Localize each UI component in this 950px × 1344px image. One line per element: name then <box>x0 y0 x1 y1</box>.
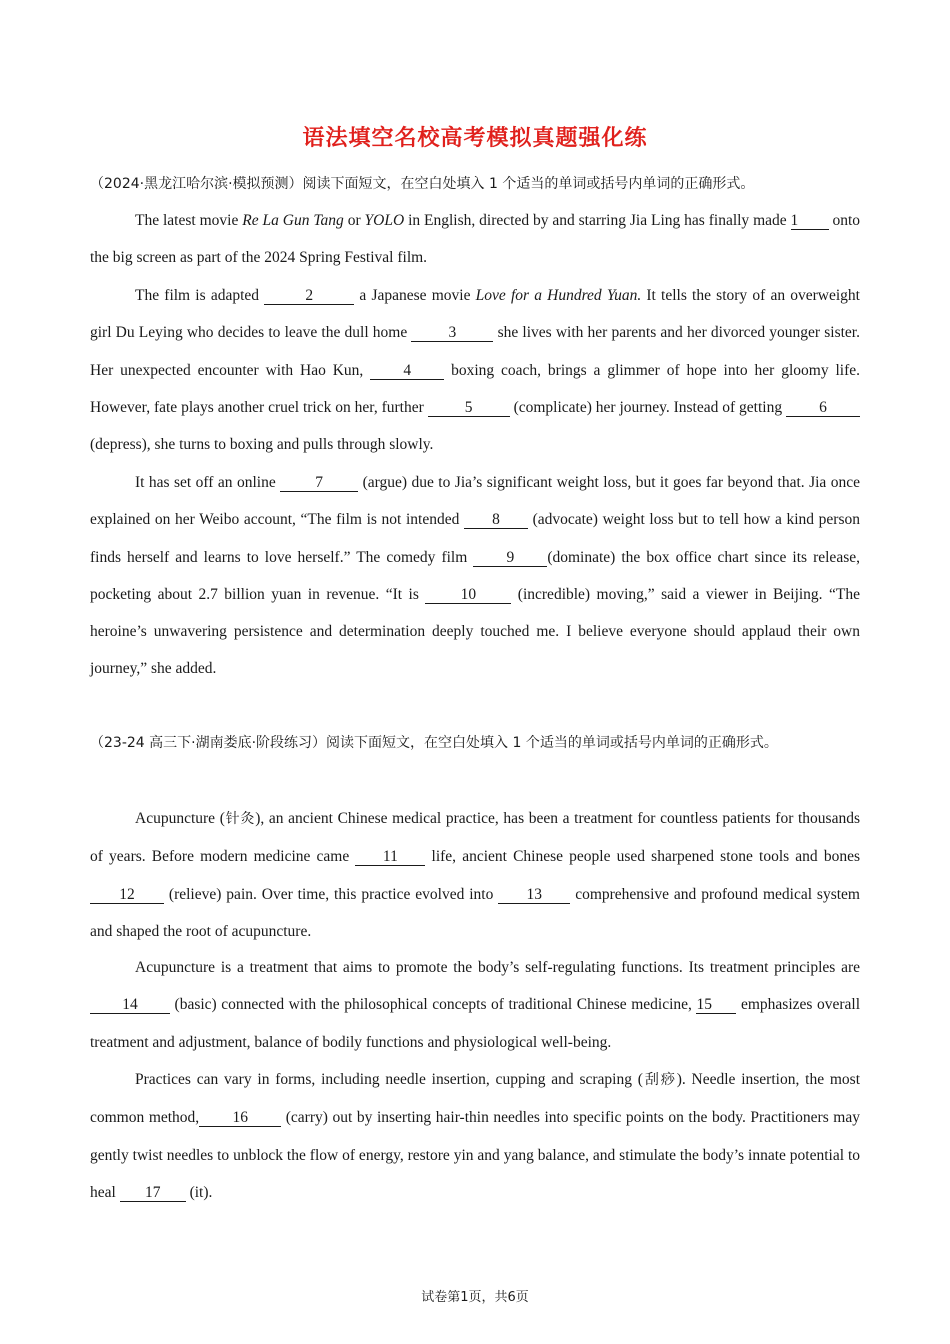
blank-4[interactable]: 4 <box>370 362 444 380</box>
blank-9[interactable]: 9 <box>473 549 547 567</box>
passage1-source: （2024·黑龙江哈尔滨·模拟预测）阅读下面短文，在空白处填入 1 个适当的单词或括号内单词的正确形式。 <box>90 176 755 192</box>
blank-13[interactable]: 13 <box>498 886 570 904</box>
blank-8[interactable]: 8 <box>464 511 528 529</box>
blank-10[interactable]: 10 <box>425 586 511 604</box>
blank-7[interactable]: 7 <box>280 474 358 492</box>
blank-17[interactable]: 17 <box>120 1184 186 1202</box>
passage1-paragraph-3: It has set off an online 7 (argue) due to Jia’s significant weight loss, but it goes far beyond that. Jia once explained on her Weibo account, “The film is not intended 8 (advocate) weight loss but to tell how a kind person finds herself and learns to love herself.” The comedy film 9 (dominate) the box office chart since its release, pocketing about 2.7 billion yuan in revenue. “It is 10 (incredible) moving,” said a viewer in Beijing. “The heroine’s unwavering persistence and determination deeply touched me. I believe everyone should applaud their own journey,” she added. <box>90 474 861 678</box>
page-title: 语法填空名校高考模拟真题强化练 <box>302 126 648 151</box>
blank-12[interactable]: 12 <box>90 886 164 904</box>
passage1-paragraph-2: The film is adapted 2 a Japanese movie Love for a Hundred Yuan. It tells the story of an overweight girl Du Leying who decides to leave the dull home 3 she lives with her parents and her divorced younger sister. Her unexpected encounter with Hao Kun, 4 boxing coach, brings a glimmer of hope into her gloomy life. However, fate plays another cruel trick on her, further 5 (complicate) her journey. Instead of getting 6 (depress), she turns to boxing and pulls through slowly. <box>90 287 860 454</box>
blank-11[interactable]: 11 <box>355 848 425 866</box>
passage2-paragraph-3: Practices can vary in forms, including needle insertion, cupping and scraping (刮痧). Needle insertion, the most common method, 16 (carry) out by inserting hair-thin needles into specific points on the body. Practitioners may gently twist needles to unblock the flow of energy, restore yin and yang balance, and stimulate the body’s innate potential to heal 17 (it). <box>90 1071 861 1201</box>
blank-5[interactable]: 5 <box>428 399 510 417</box>
passage1-paragraph-1: The latest movie Re La Gun Tang or YOLO in English, directed by and starring Jia Ling has finally made 1 onto the big screen as part of the 2024 Spring Festival film. <box>90 212 860 267</box>
passage2-paragraph-2: Acupuncture is a treatment that aims to promote the body’s self-regulating functions. Its treatment principles are 14 (basic) connected with the philosophical concepts of traditional Chinese medicine, 15 emphasizes overall treatment and adjustment, balance of bodily functions and physiological well-being. <box>90 959 861 1051</box>
blank-3[interactable]: 3 <box>411 324 493 342</box>
blank-6[interactable]: 6 <box>786 399 860 417</box>
blank-15[interactable]: 15 <box>696 996 736 1014</box>
blank-16[interactable]: 16 <box>199 1109 281 1127</box>
blank-2[interactable]: 2 <box>264 287 354 305</box>
blank-1[interactable]: 1 <box>791 212 829 230</box>
blank-14[interactable]: 14 <box>90 996 170 1014</box>
passage2-source: （23-24 高三下·湖南娄底·阶段练习）阅读下面短文，在空白处填入 1 个适当的单词或括号内单词的正确形式。 <box>90 735 778 751</box>
passage2-paragraph-1: Acupuncture (针灸), an ancient Chinese medical practice, has been a treatment for countless patients for thousands of years. Before modern medicine came 11 life, ancient Chinese people used sharpened stone tools and bones 12 (relieve) pain. Over time, this practice evolved into 13 comprehensive and profound medical system and shaped the root of acupuncture. <box>90 810 861 940</box>
page-footer: 试卷第1页，共6页 <box>421 1290 529 1305</box>
